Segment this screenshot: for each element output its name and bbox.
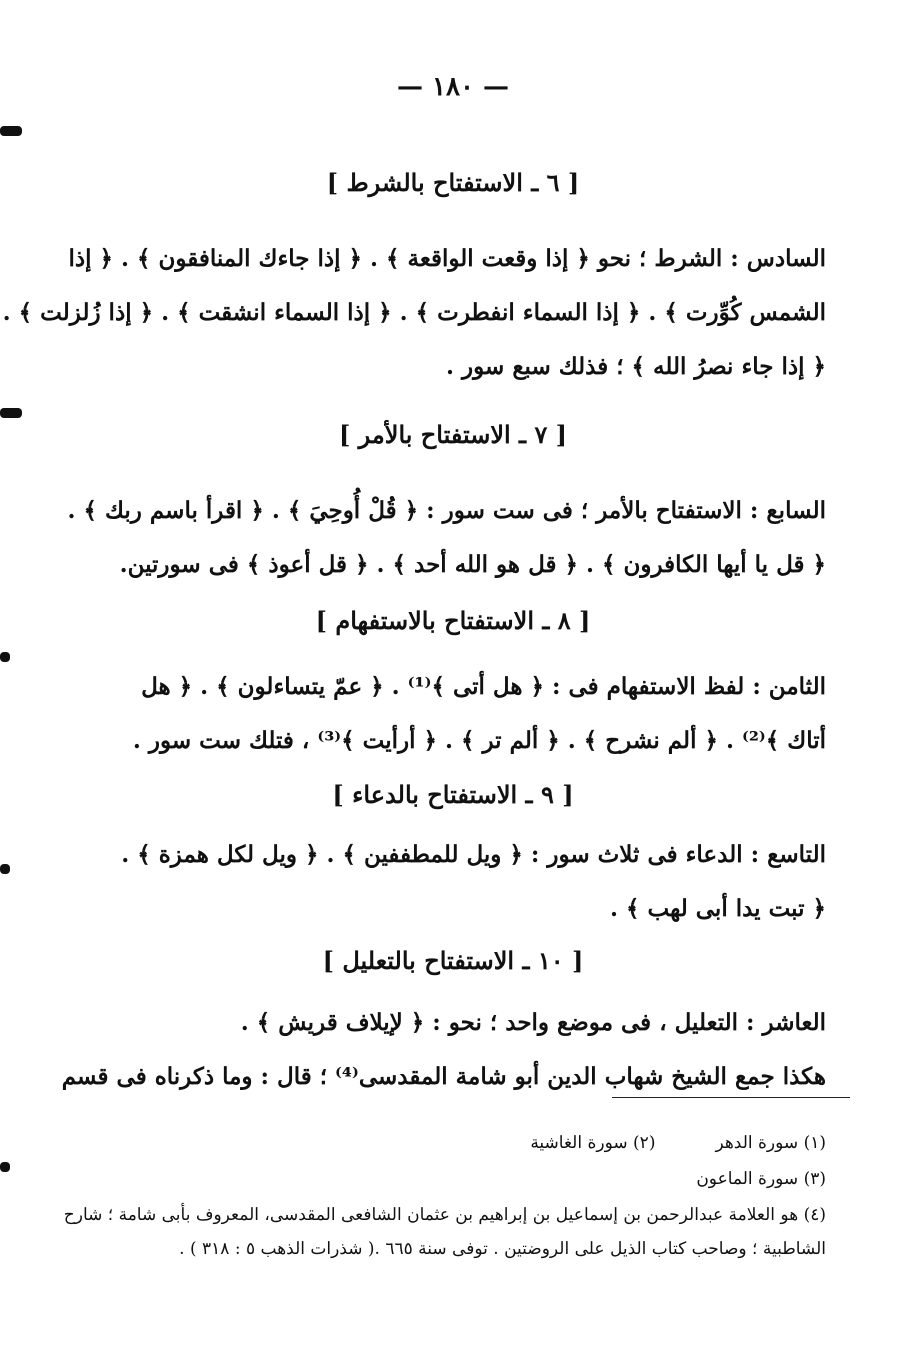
page-number: — ١٨٠ — [396,72,510,102]
scan-mark [0,408,22,418]
paragraph-6 [2,232,826,394]
text-line: السادس : الشرط ؛ نحو ﴿ إذا وقعت الواقعة ﴾ . ﴿ إذا جاءك المنافقون ﴾ . ﴿ إذا [68,245,826,272]
footnote-4-line-2: الشاطبية ؛ وصاحب كتاب الذيل على الروضتين . توفى سنة ٦٦٥ .( شذرات الذهب ٥ : ٣١٨ ) . [179,1239,826,1259]
footnote-3: (٣) سورة الماعون [696,1169,826,1189]
section-heading-7: [ ٧ ـ الاستفتاح بالأمر ] [338,420,568,449]
section-heading-8: [ ٨ ـ الاستفتاح بالاستفهام ] [315,606,591,635]
text-line: هكذا جمع الشيخ شهاب الدين أبو شامة المقدسى⁽⁴⁾ ؛ قال : وما ذكرناه فى قسم [61,1063,826,1090]
text-line: ﴿ إذا جاء نصرُ الله ﴾ ؛ فذلك سبع سور . [446,353,826,380]
footnote-2: (٢) سورة الغاشية [530,1133,656,1153]
scan-mark [0,864,10,874]
text-line: الثامن : لفظ الاستفهام فى : ﴿ هل أتى ﴾⁽¹⁾ . ﴿ عمّ يتساءلون ﴾ . ﴿ هل [141,673,826,700]
section-heading-9: [ ٩ ـ الاستفتاح بالدعاء ] [332,780,574,809]
text-line: الشمس كُوِّرت ﴾ . ﴿ إذا السماء انفطرت ﴾ . ﴿ إذا السماء انشقت ﴾ . ﴿ إذا زُلزلت ﴾ . [2,299,826,326]
scan-mark [0,1162,10,1172]
paragraph-8 [96,660,826,768]
footnote-1: (١) سورة الدهر [715,1133,826,1153]
section-heading-6: [ ٦ ـ الاستفتاح بالشرط ] [326,168,580,197]
footnote-rule [612,1097,850,1098]
paragraph-10 [61,996,826,1104]
footnote-4-line-1: (٤) هو العلامة عبدالرحمن بن إسماعيل بن إبراهيم بن عثمان الشافعى المقدسى، المعروف بأبى شامة ؛ شارح [63,1205,826,1225]
scan-mark [0,652,10,662]
paragraph-7 [67,484,826,592]
text-line: أتاك ﴾⁽²⁾ . ﴿ ألم نشرح ﴾ . ﴿ ألم تر ﴾ . ﴿ أرأيت ﴾⁽³⁾ ، فتلك ست سور . [132,727,826,754]
text-line: السابع : الاستفتاح بالأمر ؛ فى ست سور : ﴿ قُلْ أُوحِيَ ﴾ . ﴿ اقرأ باسم ربك ﴾ . [67,497,826,524]
text-line: ﴿ قل يا أيها الكافرون ﴾ . ﴿ قل هو الله أحد ﴾ . ﴿ قل أعوذ ﴾ فى سورتين. [119,551,826,578]
paragraph-9 [96,828,826,936]
footnote-row-1 [66,1128,826,1158]
text-line: ﴿ تبت يدا أبى لهب ﴾ . [610,895,826,922]
scan-mark [0,126,22,136]
text-line: التاسع : الدعاء فى ثلاث سور : ﴿ ويل للمطففين ﴾ . ﴿ ويل لكل همزة ﴾ . [121,841,826,868]
text-line: العاشر : التعليل ، فى موضع واحد ؛ نحو : ﴿ لإيلاف قريش ﴾ . [240,1009,826,1036]
section-heading-10: [ ١٠ ـ الاستفتاح بالتعليل ] [322,946,584,975]
